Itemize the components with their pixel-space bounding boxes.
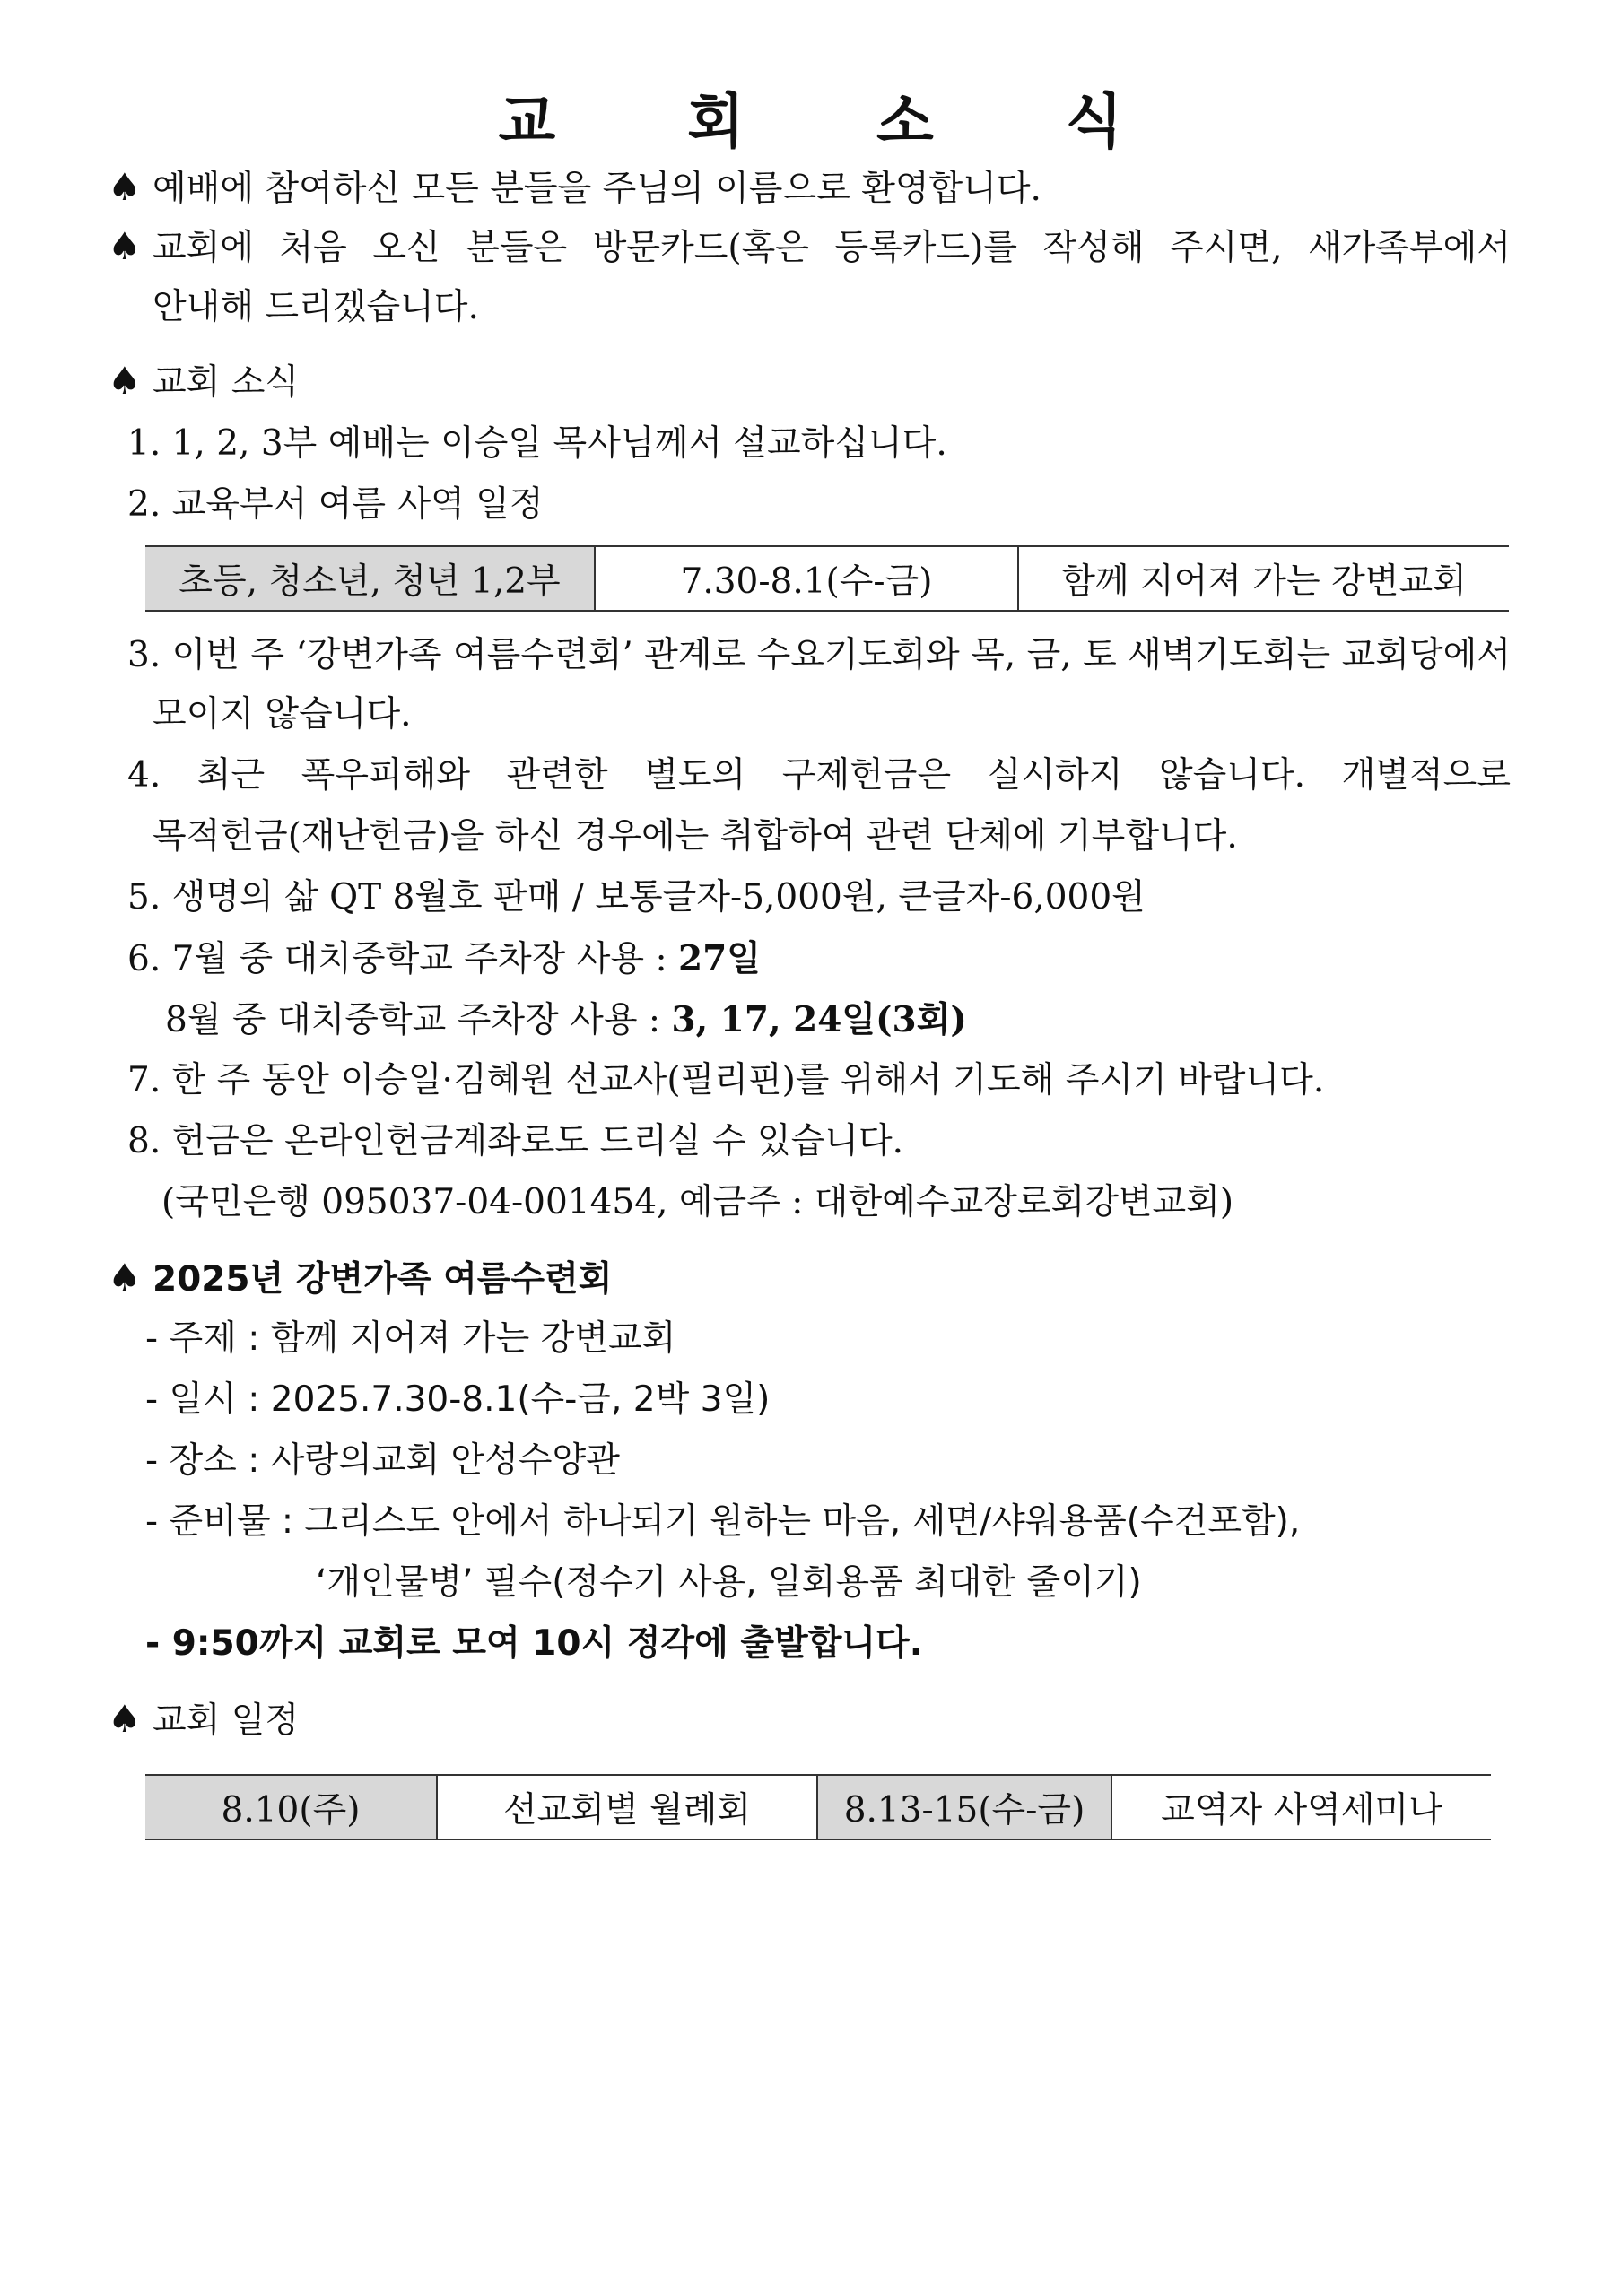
bank-account-info: (국민은행 095037-04-001454, 예금주 : 대한예수교장로회강변교회) bbox=[161, 1182, 1234, 1222]
table-cell: 함께 지어져 가는 강변교회 bbox=[1018, 546, 1509, 611]
retreat-departure: - 9:50까지 교회로 모여 10시 정각에 출발합니다. bbox=[145, 1623, 923, 1664]
intro-line-1: ♠ 예배에 참여하신 모든 분들을 주님의 이름으로 환영합니다. bbox=[108, 163, 1041, 213]
page-title: 교 회 소 식 bbox=[498, 87, 1179, 156]
table-cell: 선교회별 월례회 bbox=[437, 1775, 817, 1839]
retreat-date: - 일시 : 2025.7.30-8.1(수-금, 2박 3일) bbox=[145, 1379, 771, 1420]
table-cell: 8.10(주) bbox=[145, 1775, 437, 1839]
news-item-4-line-1: 4. 최근 폭우피해와 관련한 별도의 구제헌금은 실시하지 않습니다. 개별적으로 bbox=[127, 755, 1511, 796]
spade-bullet-icon: ♠ bbox=[108, 359, 142, 403]
news-item-3-line-1: 3. 이번 주 ‘강변가족 여름수련회’ 관계로 수요기도회와 목, 금, 토 새벽기도회는 교회당에서 bbox=[127, 635, 1511, 675]
table-cell: 8.13-15(수-금) bbox=[817, 1775, 1111, 1839]
spade-bullet-icon: ♠ bbox=[108, 224, 142, 268]
news-heading: ♠ 교회 소식 bbox=[108, 357, 299, 407]
retreat-preparation-2: ‘개인물병’ 필수(정수기 사용, 일회용품 최대한 줄이기) bbox=[316, 1562, 1142, 1603]
spade-bullet-icon: ♠ bbox=[108, 1256, 142, 1300]
retreat-heading: ♠ 2025년 강변가족 여름수련회 bbox=[108, 1254, 612, 1304]
spade-bullet-icon: ♠ bbox=[108, 165, 142, 209]
news-item-6-july: 6. 7월 중 대치중학교 주차장 사용 : 27일 bbox=[127, 938, 761, 979]
table-cell: 7.30-8.1(수-금) bbox=[595, 546, 1018, 611]
news-item-5: 5. 생명의 삶 QT 8월호 판매 / 보통글자-5,000원, 큰글자-6,000원 bbox=[127, 877, 1146, 918]
news-item-1: 1. 1, 2, 3부 예배는 이승일 목사님께서 설교하십니다. bbox=[127, 423, 947, 464]
intro-line-2: ♠ 교회에 처음 오신 분들은 방문카드(혹은 등록카드)를 작성해 주시면, 새가족부에서 bbox=[108, 222, 1511, 273]
parking-days-august: 3, 17, 24일(3회) bbox=[671, 999, 967, 1040]
schedule-heading: ♠ 교회 일정 bbox=[108, 1695, 299, 1745]
table-cell: 교역자 사역세미나 bbox=[1111, 1775, 1491, 1839]
news-item-8: 8. 헌금은 온라인헌금계좌로도 드리실 수 있습니다. bbox=[127, 1121, 904, 1161]
retreat-place: - 장소 : 사랑의교회 안성수양관 bbox=[145, 1440, 620, 1481]
spade-bullet-icon: ♠ bbox=[108, 1697, 142, 1741]
summer-schedule-table bbox=[145, 545, 1509, 612]
news-item-3-line-2: 모이지 않습니다. bbox=[153, 694, 412, 735]
news-item-2: 2. 교육부서 여름 사역 일정 bbox=[127, 484, 544, 525]
news-item-7: 7. 한 주 동안 이승일·김혜원 선교사(필리핀)를 위해서 기도해 주시기 바랍니다. bbox=[127, 1060, 1325, 1100]
table-cell: 초등, 청소년, 청년 1,2부 bbox=[145, 546, 595, 611]
news-item-6-august: 8월 중 대치중학교 주차장 사용 : 3, 17, 24일(3회) bbox=[165, 999, 967, 1040]
church-schedule-table bbox=[145, 1774, 1491, 1840]
parking-days-july: 27일 bbox=[678, 938, 761, 979]
intro-line-3: 안내해 드리겠습니다. bbox=[153, 287, 479, 327]
retreat-theme: - 주제 : 함께 지어져 가는 강변교회 bbox=[145, 1318, 676, 1359]
news-item-4-line-2: 목적헌금(재난헌금)을 하신 경우에는 취합하여 관련 단체에 기부합니다. bbox=[153, 816, 1238, 857]
retreat-preparation: - 준비물 : 그리스도 안에서 하나되기 원하는 마음, 세면/샤워용품(수건포함), bbox=[145, 1501, 1301, 1542]
